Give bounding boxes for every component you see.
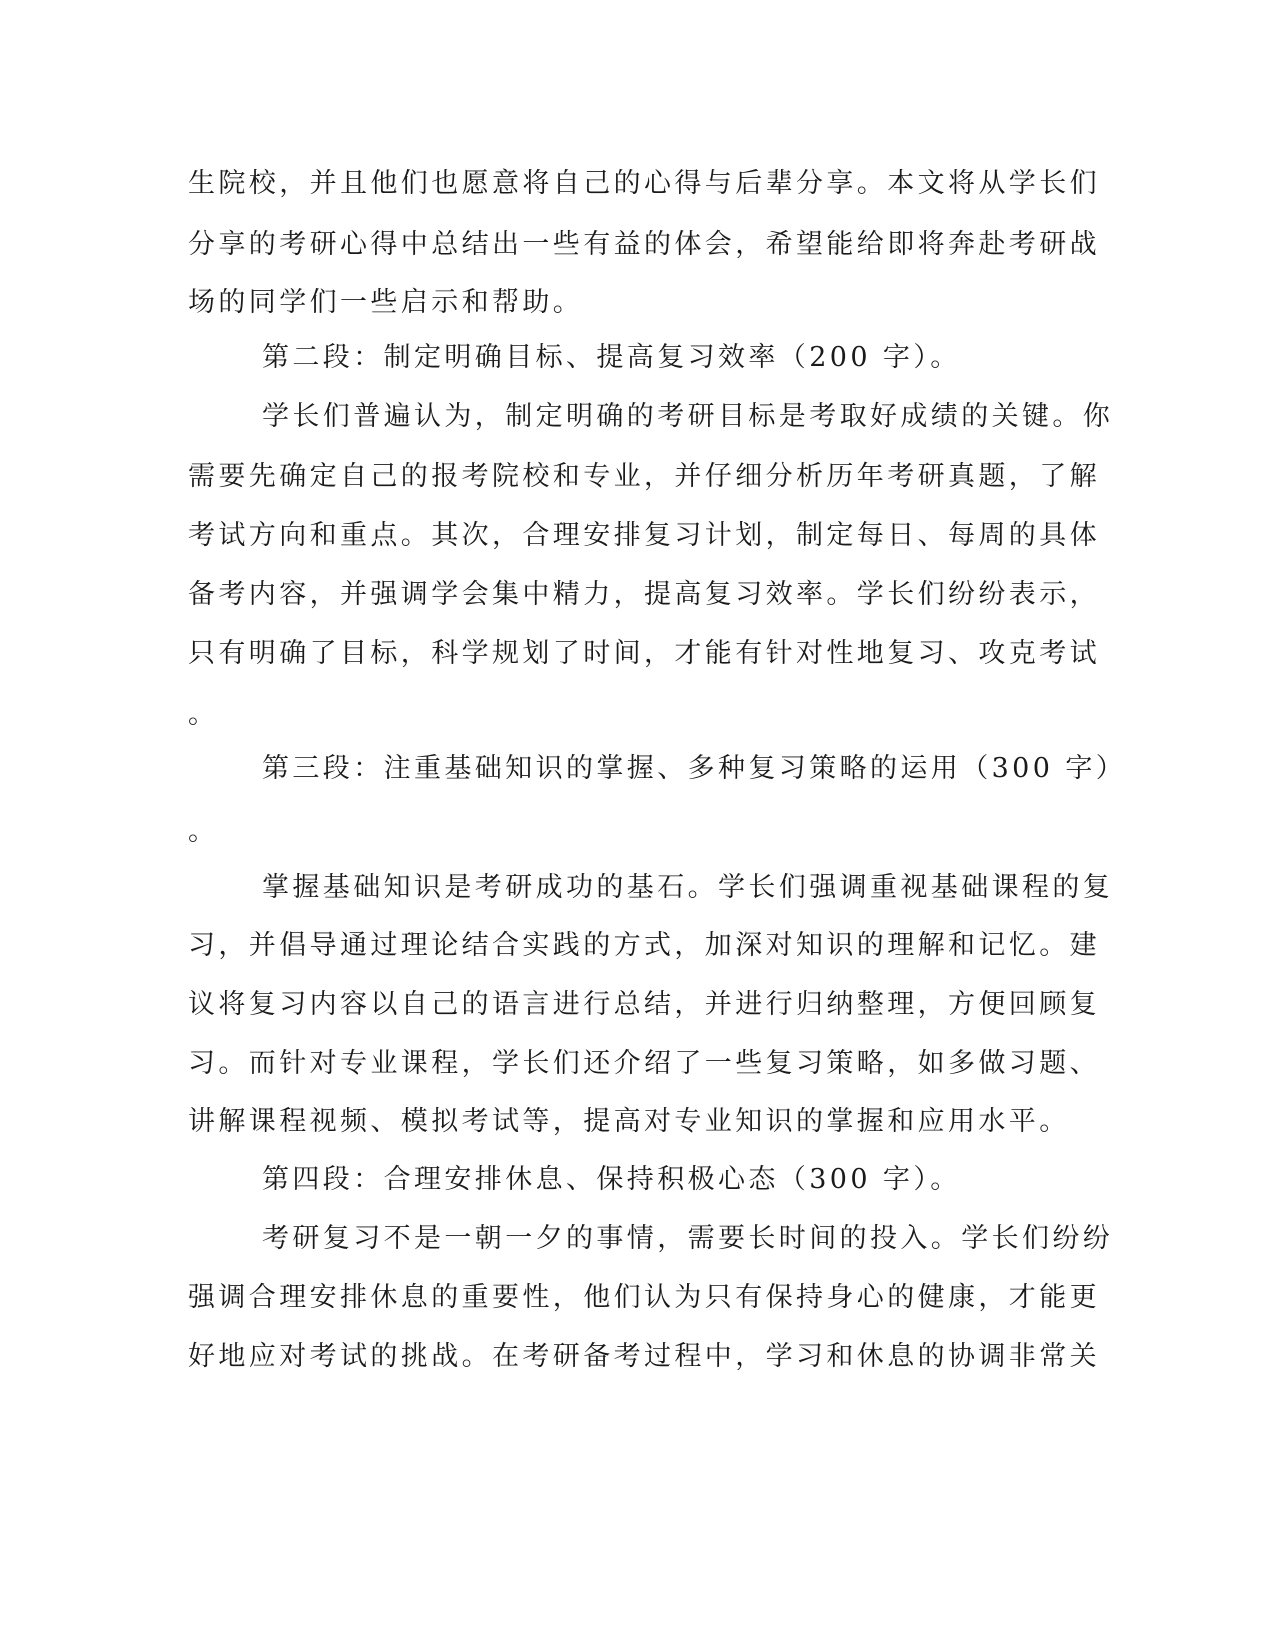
section-heading-2: 第二段：制定明确目标、提高复习效率（200 字）。 <box>262 342 961 373</box>
body-text-line: 好地应对考试的挑战。在考研备考过程中，学习和休息的协调非常关 <box>188 1341 1100 1372</box>
body-text-line: 场的同学们一些启示和帮助。 <box>188 287 584 318</box>
body-text-line: 强调合理安排休息的重要性，他们认为只有保持身心的健康，才能更 <box>188 1282 1100 1313</box>
body-text-line: 生院校，并且他们也愿意将自己的心得与后辈分享。本文将从学长们 <box>188 168 1100 199</box>
body-text-line: 需要先确定自己的报考院校和专业，并仔细分析历年考研真题，了解 <box>188 461 1100 492</box>
section-heading-3: 第三段：注重基础知识的掌握、多种复习策略的运用（300 字） <box>262 753 1127 784</box>
section-heading-4: 第四段：合理安排休息、保持积极心态（300 字）。 <box>262 1164 961 1195</box>
body-text-line: 习。而针对专业课程，学长们还介绍了一些复习策略，如多做习题、 <box>188 1048 1100 1079</box>
body-text-line: 考试方向和重点。其次，合理安排复习计划，制定每日、每周的具体 <box>188 520 1100 551</box>
body-text-line: 只有明确了目标，科学规划了时间，才能有针对性地复习、攻克考试 <box>188 638 1100 669</box>
body-text-line: 讲解课程视频、模拟考试等，提高对专业知识的掌握和应用水平。 <box>188 1106 1070 1137</box>
body-text-line: 考研复习不是一朝一夕的事情，需要长时间的投入。学长们纷纷 <box>262 1223 1114 1254</box>
body-text-line: 掌握基础知识是考研成功的基石。学长们强调重视基础课程的复 <box>262 872 1114 903</box>
body-text-line: 习，并倡导通过理论结合实践的方式，加深对知识的理解和记忆。建 <box>188 930 1100 961</box>
body-text-line: 分享的考研心得中总结出一些有益的体会，希望能给即将奔赴考研战 <box>188 229 1100 260</box>
body-text-line: 。 <box>188 699 219 730</box>
body-text-line: 。 <box>188 816 219 847</box>
body-text-line: 议将复习内容以自己的语言进行总结，并进行归纳整理，方便回顾复 <box>188 989 1100 1020</box>
body-text-line: 学长们普遍认为，制定明确的考研目标是考取好成绩的关键。你 <box>262 401 1114 432</box>
body-text-line: 备考内容，并强调学会集中精力，提高复习效率。学长们纷纷表示， <box>188 579 1100 610</box>
